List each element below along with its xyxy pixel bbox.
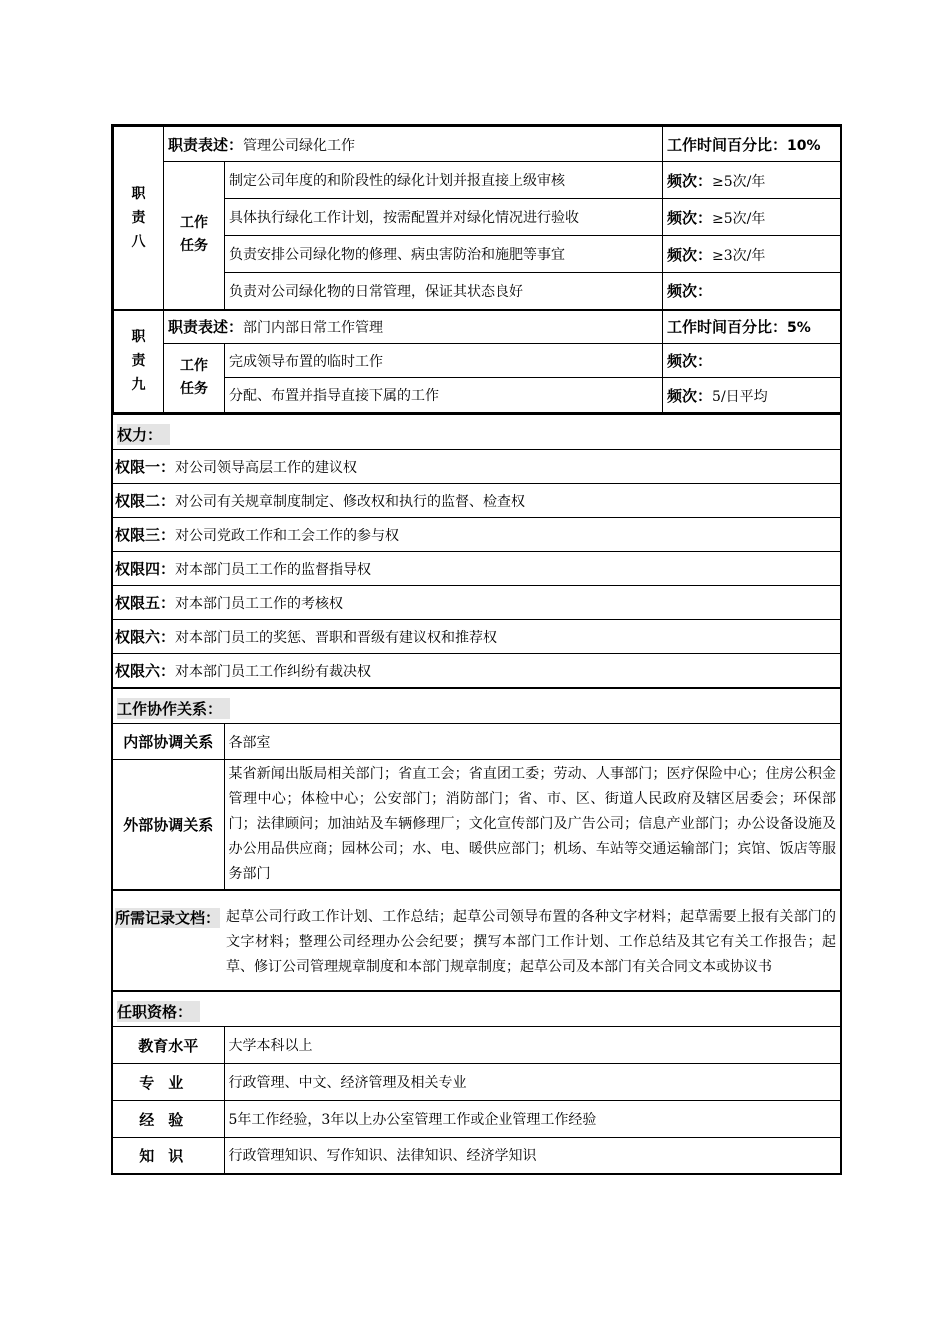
qualification-value: 大学本科以上: [224, 1027, 840, 1064]
task-item: 负责安排公司绿化物的修理、病虫害防治和施肥等事宜: [225, 236, 663, 273]
task-frequency: 频次：: [663, 344, 841, 378]
authority-item: 权限三： 对公司党政工作和工会工作的参与权: [113, 518, 840, 552]
relations-title: 工作协作关系：: [117, 698, 230, 719]
task-item: 具体执行绿化工作计划，按需配置并对绿化情况进行验收: [225, 199, 663, 236]
task-item: 完成领导布置的临时工作: [225, 344, 663, 378]
internal-relations-label: 内部协调关系: [113, 724, 224, 760]
qualification-label-experience: 经验: [113, 1101, 224, 1138]
records-text: 起草公司行政工作计划、工作总结；起草公司领导布置的各种文字材料；起草需要上报有关部门的文字材料；整理公司经理办公会纪要；撰写本部门工作计划、工作总结及其它有关工作报告；起草、修订公司管理规章制度和本部门规章制度；起草公司及本部门有关合同文本或协议书: [226, 909, 836, 975]
qualification-value: 行政管理、中文、经济管理及相关专业: [224, 1064, 840, 1101]
records-label: 所需记录文档：: [115, 909, 221, 927]
duty9-label: 职 责 九: [114, 310, 164, 413]
authority-item: 权限五： 对本部门员工工作的考核权: [113, 586, 840, 620]
duty8-time-percent: 工作时间百分比：10%: [663, 127, 841, 162]
authority-section-header: [113, 413, 840, 450]
qualification-value: 行政管理知识、写作知识、法律知识、经济学知识: [224, 1138, 840, 1173]
qualifications-table: [113, 1026, 840, 1173]
duties-table: [113, 126, 841, 413]
qualification-label-major: 专业: [113, 1064, 224, 1101]
duty9-time-percent: 工作时间百分比：5%: [663, 310, 841, 344]
qualification-label-knowledge: 知识: [113, 1138, 224, 1173]
authority-item: 权限四： 对本部门员工工作的监督指导权: [113, 552, 840, 586]
authority-item: 权限六： 对本部门员工工作纠纷有裁决权: [115, 662, 372, 680]
job-description-document: [111, 124, 842, 1175]
task-frequency: 频次：≥5次/年: [663, 199, 841, 236]
duty8-description: 职责表述：管理公司绿化工作: [164, 127, 663, 162]
task-item: 分配、布置并指导直接下属的工作: [225, 378, 663, 413]
duty9-description: 职责表述：部门内部日常工作管理: [164, 310, 663, 344]
qualification-label-education: 教育水平: [113, 1027, 224, 1064]
authority-item: 权限二： 对公司有关规章制度制定、修改权和执行的监督、检查权: [113, 484, 840, 518]
task-frequency: 频次：: [663, 273, 841, 310]
task-frequency: 频次：5/日平均: [663, 378, 841, 413]
qualification-value: 5年工作经验，3年以上办公室管理工作或企业管理工作经验: [224, 1101, 840, 1138]
external-relations-label: 外部协调关系: [113, 760, 224, 890]
task-item: 负责对公司绿化物的日常管理，保证其状态良好: [225, 273, 663, 310]
external-relations-value: 某省新闻出版局相关部门；省直工会；省直团工委；劳动、人事部门；医疗保险中心；住房公积金管理中心；体检中心；公安部门；消防部门；省、市、区、街道人民政府及辖区居委会；环保部门；法律顾问；加油站及车辆修理厂；文化宣传部门及广告公司；信息产业部门；办公设备设施及办公用品供应商；园林公司；水、电、暖供应部门；机场、车站等交通运输部门；宾馆、饭店等服务部门: [224, 760, 840, 890]
relations-section-header: [113, 687, 840, 724]
authority-item: 权限六： 对本部门员工的奖惩、晋职和晋级有建议权和推荐权: [113, 620, 840, 654]
task-frequency: 频次：≥5次/年: [663, 162, 841, 199]
relations-table: [113, 723, 840, 889]
authority-item: 权限一： 对公司领导高层工作的建议权: [113, 450, 840, 484]
duty8-label: 职 责 八: [114, 127, 164, 310]
authority-title: 权力：: [117, 424, 170, 445]
records-section: [113, 889, 840, 990]
task-frequency: 频次：≥3次/年: [663, 236, 841, 273]
task-item: 制定公司年度的和阶段性的绿化计划并报直接上级审核: [225, 162, 663, 199]
qualifications-section-header: [113, 990, 840, 1027]
duty8-task-label: 工作 任务: [164, 162, 225, 310]
qualifications-title: 任职资格：: [117, 1001, 200, 1022]
internal-relations-value: 各部室: [224, 724, 840, 760]
duty9-task-label: 工作 任务: [164, 344, 225, 413]
